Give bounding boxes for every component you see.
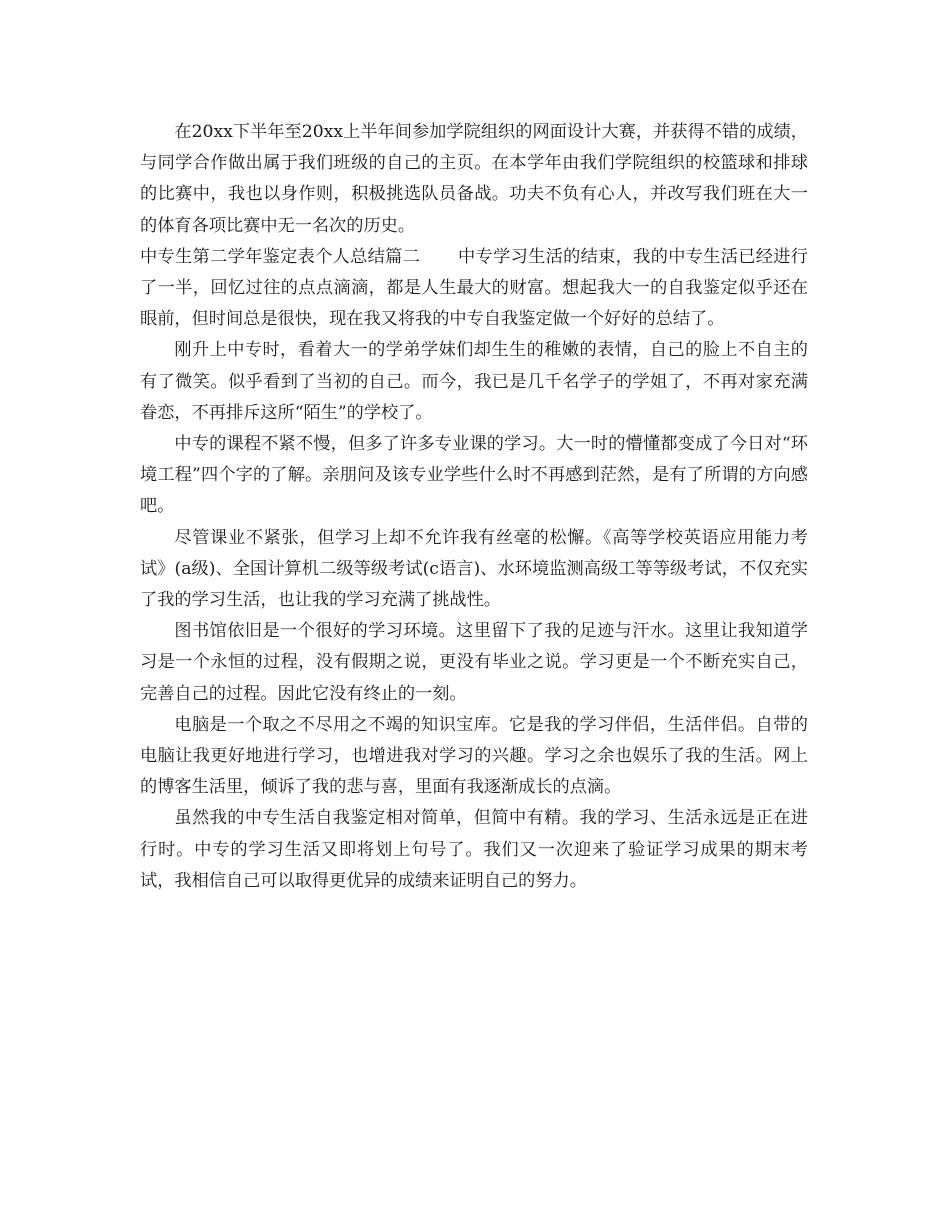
- paragraph-courses: 中专的课程不紧不慢，但多了许多专业课的学习。大一时的懵懂都变成了今日对“环境工程”四个字的了解。亲朋问及该专业学些什么时不再感到茫然，是有了所谓的方向感吧。: [140, 434, 808, 517]
- paragraph-exams: 尽管课业不紧张，但学习上却不允许我有丝毫的松懈。《高等学校英语应用能力考试》(a级)、全国计算机二级等级考试(c语言)、水环境监测高级工等等级考试，不仅充实了我的学习生活，也让我的学习充满了挑战性。: [140, 527, 808, 611]
- section-heading: 中专生第二学年鉴定表个人总结篇二: [140, 246, 421, 267]
- section-intro-text: 中专学习生活的结束，我的中专生活已经进行了一半，回忆过往的点点滴滴，都是人生最大的财富。想起我大一的自我鉴定似乎还在眼前，但时间总是很快，现在我又将我的中专自我鉴定做一个好好的总结了。: [140, 246, 808, 330]
- paragraph-library: 图书馆依旧是一个很好的学习环境。这里留下了我的足迹与汗水。这里让我知道学习是一个永恒的过程，没有假期之说，更没有毕业之说。学习更是一个不断充实自己，完善自己的过程。因此它没有终止的一刻。: [140, 621, 808, 704]
- paragraph-conclusion: 虽然我的中专生活自我鉴定相对简单，但简中有精。我的学习、生活永远是正在进行时。中专的学习生活又即将划上句号了。我们又一次迎来了验证学习成果的期末考试，我相信自己可以取得更优异的成绩来证明自己的努力。: [140, 808, 808, 891]
- paragraph-contest: 在20xx下半年至20xx上半年间参加学院组织的网面设计大赛，并获得不错的成绩，与同学合作做出属于我们班级的自己的主页。在本学年由我们学院组织的校篮球和排球的比赛中，我也以身作则，积极挑选队员备战。功夫不负有心人，并改写我们班在大一的体育各项比赛中无一名次的历史。: [140, 122, 808, 236]
- paragraph-computer: 电脑是一个取之不尽用之不竭的知识宝库。它是我的学习伴侣，生活伴侣。自带的电脑让我更好地进行学习，也增进我对学习的兴趣。学习之余也娱乐了我的生活。网上的博客生活里，倾诉了我的悲与喜，里面有我逐渐成长的点滴。: [140, 714, 808, 798]
- paragraph-section-intro: [140, 242, 808, 336]
- paragraph-freshmen: 刚升上中专时，看着大一的学弟学妹们却生生的稚嫩的表情，自己的脸上不自主的有了微笑。似乎看到了当初的自己。而今，我已是几千名学子的学姐了，不再对家充满眷恋，不再排斥这所“陌生”的学校了。: [140, 340, 808, 423]
- document-page: [140, 117, 808, 897]
